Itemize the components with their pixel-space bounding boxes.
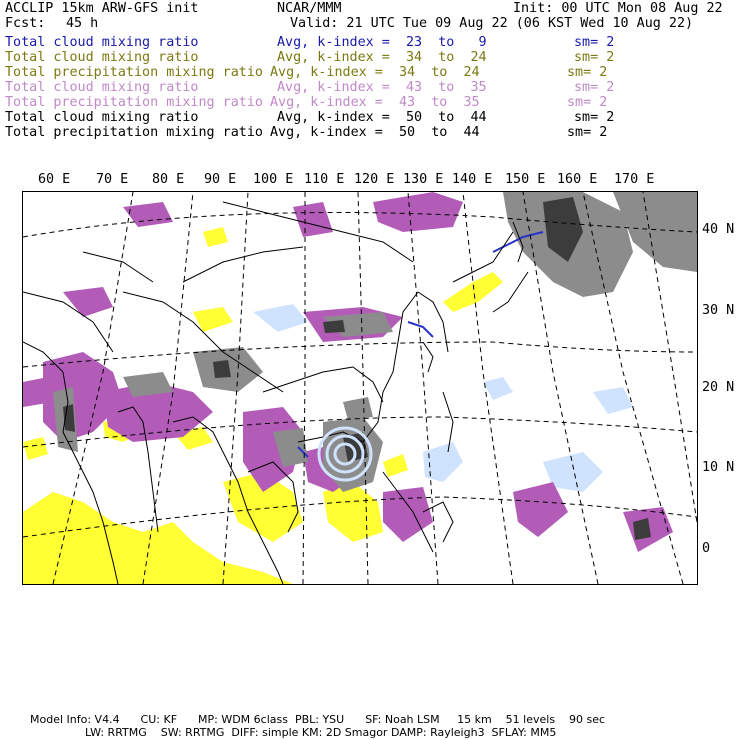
lon-label: 110 E bbox=[304, 172, 345, 187]
field-sm: sm= 2 bbox=[574, 35, 615, 50]
field-avg: Avg, k-index = 23 to 9 bbox=[277, 35, 487, 50]
lat-label: 20 N bbox=[702, 380, 735, 395]
map-canvas bbox=[23, 192, 697, 584]
header-fcst-label: Fcst: bbox=[5, 16, 46, 31]
field-name: Total cloud mixing ratio bbox=[5, 35, 199, 50]
field-sm: sm= 2 bbox=[567, 125, 608, 140]
field-avg: Avg, k-index = 50 to 44 bbox=[270, 125, 480, 140]
lon-label: 90 E bbox=[204, 172, 237, 187]
lon-label: 150 E bbox=[505, 172, 546, 187]
lon-label: 120 E bbox=[354, 172, 395, 187]
header-title: ACCLIP 15km ARW-GFS init bbox=[5, 1, 199, 16]
field-sm: sm= 2 bbox=[574, 50, 615, 65]
field-name: Total cloud mixing ratio bbox=[5, 110, 199, 125]
field-sm: sm= 2 bbox=[574, 80, 615, 95]
lat-label: 10 N bbox=[702, 460, 735, 475]
lon-label: 100 E bbox=[253, 172, 294, 187]
field-name: Total precipitation mixing ratio bbox=[5, 95, 263, 110]
field-sm: sm= 2 bbox=[567, 95, 608, 110]
lon-label: 140 E bbox=[452, 172, 493, 187]
field-avg: Avg, k-index = 50 to 44 bbox=[277, 110, 487, 125]
lon-label: 130 E bbox=[403, 172, 444, 187]
field-name: Total precipitation mixing ratio bbox=[5, 125, 263, 140]
header-org: NCAR/MMM bbox=[277, 1, 342, 16]
lon-label: 160 E bbox=[557, 172, 598, 187]
field-sm: sm= 2 bbox=[574, 110, 615, 125]
field-avg: Avg, k-index = 43 to 35 bbox=[277, 80, 487, 95]
field-sm: sm= 2 bbox=[567, 65, 608, 80]
lat-label: 40 N bbox=[702, 222, 735, 237]
field-name: Total cloud mixing ratio bbox=[5, 80, 199, 95]
header-fcst-value: 45 h bbox=[66, 16, 99, 31]
lat-label: 0 bbox=[702, 541, 711, 556]
field-avg: Avg, k-index = 34 to 24 bbox=[270, 65, 480, 80]
footer-physics-info: LW: RRTMG SW: RRTMG DIFF: simple KM: 2D Smagor DAMP: Rayleigh3 SFLAY: MM5 bbox=[85, 726, 557, 739]
field-name: Total precipitation mixing ratio bbox=[5, 65, 263, 80]
lon-label: 70 E bbox=[96, 172, 129, 187]
lat-label: 30 N bbox=[702, 303, 735, 318]
lon-label: 170 E bbox=[614, 172, 655, 187]
footer-model-info: Model Info: V4.4 CU: KF MP: WDM 6class PBL: YSU SF: Noah LSM 15 km 51 levels 90 sec bbox=[30, 713, 606, 726]
lon-label: 60 E bbox=[38, 172, 71, 187]
field-name: Total cloud mixing ratio bbox=[5, 50, 199, 65]
field-avg: Avg, k-index = 43 to 35 bbox=[270, 95, 480, 110]
lon-label: 80 E bbox=[152, 172, 185, 187]
field-avg: Avg, k-index = 34 to 24 bbox=[277, 50, 487, 65]
map-panel bbox=[22, 191, 698, 585]
gray-cloud-layer bbox=[53, 192, 697, 492]
header-init: Init: 00 UTC Mon 08 Aug 22 bbox=[513, 1, 723, 16]
header-valid: Valid: 21 UTC Tue 09 Aug 22 (06 KST Wed 10 Aug 22) bbox=[290, 16, 694, 31]
